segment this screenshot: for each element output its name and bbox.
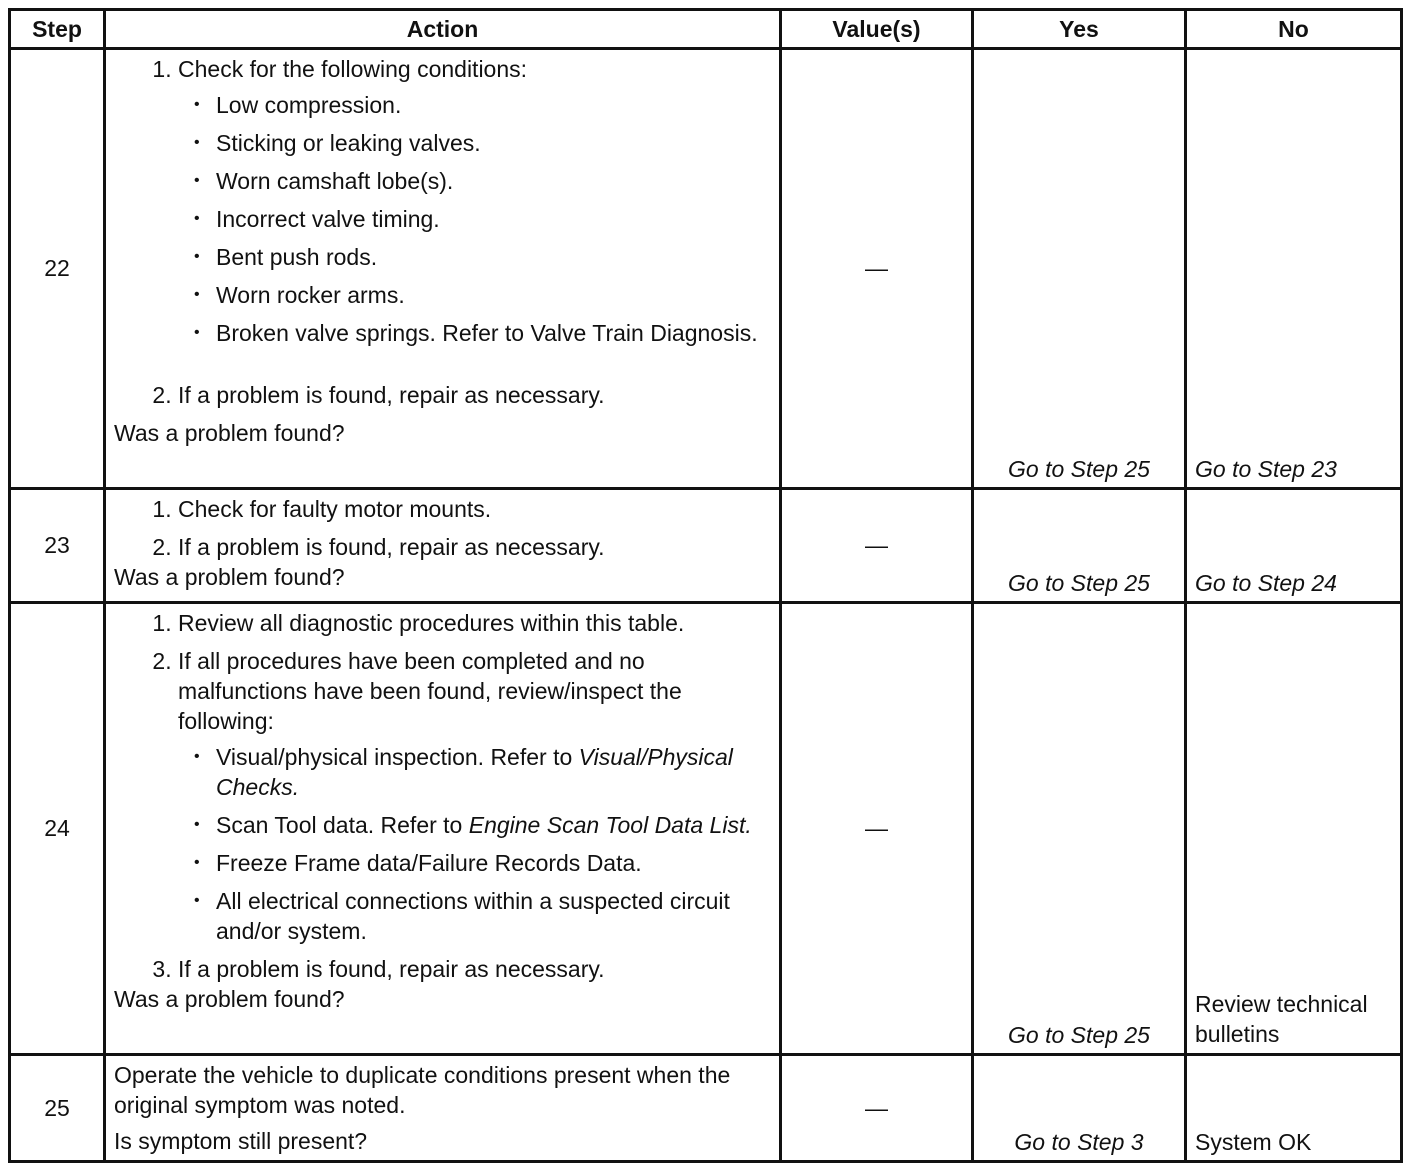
header-no: No [1186, 10, 1402, 49]
table-row-step-25 [10, 1055, 1402, 1162]
table-row-step-22 [10, 49, 1402, 489]
yes-link: Go to Step 25 [1008, 570, 1150, 596]
question: Was a problem found? [114, 420, 345, 446]
question: Is symptom still present? [114, 1128, 368, 1154]
bullet-item: • Broken valve springs. Refer to Valve Train Diagnosis. [216, 318, 775, 348]
bullet-item [216, 742, 775, 802]
question: Was a problem found? [114, 986, 345, 1012]
action-item: 2. If a problem is found, repair as necessary. [178, 532, 775, 562]
bullet-item: • Worn rocker arms. [216, 280, 775, 310]
bullet-item: • Worn camshaft lobe(s). [216, 166, 775, 196]
no-cell [1186, 1055, 1402, 1162]
no-text: Review technical bulletins [1195, 991, 1368, 1047]
value-cell: — [781, 603, 973, 1055]
action-item: 1. Review all diagnostic procedures within this table. [178, 608, 775, 638]
reference-link: Engine Scan Tool Data List. [468, 812, 752, 838]
header-row [10, 10, 1402, 49]
table-row-step-23 [10, 489, 1402, 603]
yes-cell [973, 1055, 1186, 1162]
header-values: Value(s) [781, 10, 973, 49]
bullet-item: • Low compression. [216, 90, 775, 120]
action-cell [105, 1055, 781, 1162]
value-cell: — [781, 49, 973, 489]
no-text: System OK [1195, 1129, 1312, 1155]
bullet-text: Scan Tool data. Refer to [216, 812, 469, 838]
action-cell [105, 49, 781, 489]
no-cell [1186, 603, 1402, 1055]
bullet-item [216, 810, 775, 840]
yes-cell [973, 49, 1186, 489]
action-text: Operate the vehicle to duplicate conditions present when the original symptom was noted. [114, 1062, 731, 1118]
step-number: 22 [10, 49, 105, 489]
action-item: 1. Check for faulty motor mounts. [178, 494, 775, 524]
step-number: 25 [10, 1055, 105, 1162]
value-cell: — [781, 489, 973, 603]
bullet-item: • Sticking or leaking valves. [216, 128, 775, 158]
no-link: Go to Step 23 [1195, 456, 1337, 482]
action-item: 2. If a problem is found, repair as necessary. [178, 380, 775, 410]
action-item-text: Check for the following conditions: [178, 56, 528, 82]
yes-cell [973, 489, 1186, 603]
yes-link: Go to Step 25 [1008, 1022, 1150, 1048]
header-action: Action [105, 10, 781, 49]
header-step: Step [10, 10, 105, 49]
header-yes: Yes [973, 10, 1186, 49]
question: Was a problem found? [114, 564, 345, 590]
table-row-step-24 [10, 603, 1402, 1055]
yes-cell [973, 603, 1186, 1055]
value-cell: — [781, 1055, 973, 1162]
action-cell [105, 489, 781, 603]
yes-link: Go to Step 25 [1008, 456, 1150, 482]
no-link: Go to Step 24 [1195, 570, 1337, 596]
diagnostic-table [8, 8, 1403, 1163]
step-number: 23 [10, 489, 105, 603]
action-cell [105, 603, 781, 1055]
bullet-item: • Freeze Frame data/Failure Records Data. [216, 848, 775, 878]
step-number: 24 [10, 603, 105, 1055]
reference-link: Visual/Physical Checks. [216, 744, 733, 800]
bullet-item: • Incorrect valve timing. [216, 204, 775, 234]
action-item: 3. If a problem is found, repair as necessary. [178, 954, 775, 984]
bullet-text: Visual/physical inspection. Refer to [216, 744, 579, 770]
action-item [178, 54, 775, 348]
action-item-text: If all procedures have been completed and no malfunctions have been found, review/inspect the following: [178, 648, 682, 734]
no-cell [1186, 49, 1402, 489]
bullet-item: • Bent push rods. [216, 242, 775, 272]
no-cell [1186, 489, 1402, 603]
yes-link: Go to Step 3 [1014, 1129, 1144, 1155]
action-item [178, 646, 775, 946]
bullet-item: • All electrical connections within a suspected circuit and/or system. [216, 886, 775, 946]
